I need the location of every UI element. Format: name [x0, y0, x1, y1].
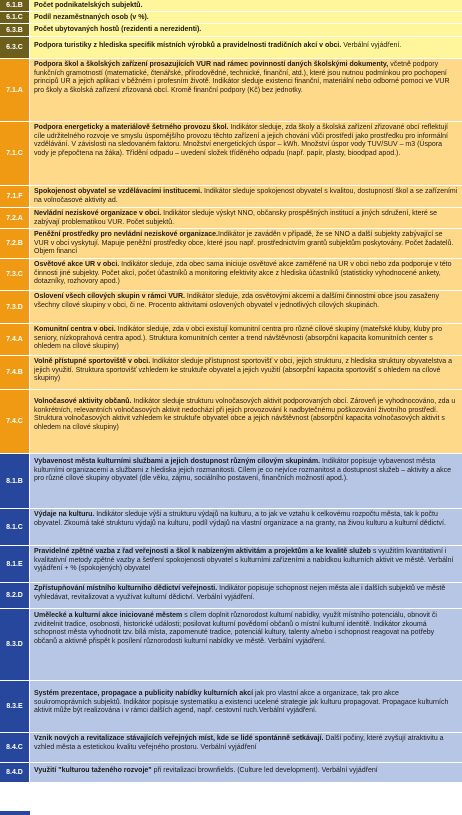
indicator-code: 7.2.A [0, 208, 30, 228]
indicator-description [30, 356, 462, 389]
indicator-code: 8.4.C [0, 733, 30, 762]
indicator-description [30, 324, 462, 355]
indicator-description [30, 24, 462, 36]
indicator-title: Systém prezentace, propagace a publicity nabídky kulturních akcí [34, 690, 254, 697]
indicator-text: včetně podpory funkčních gramotností (matematické, čtenářské, přírodovědné, technické, finanční, atd.), které jsou nutnou podmínkou pro pochopení principů UR a jejich aplikaci v běžném i profesním životě. Indikátor sleduje existenci finanční, materiální nebo odborné pomoci ve VUR pro školy a školská zařízení zřizovaná obcí. Kromě finanční podpory (Kč) bez jednotky. [34, 61, 450, 94]
indicator-title: Peněžní prostředky pro nevládní neziskové organizace. [34, 231, 219, 238]
indicator-title: Podpora energeticky a materiálově šetrného provozu škol. [34, 124, 229, 131]
indicator-code: 8.3.E [0, 681, 30, 732]
indicator-description [30, 12, 462, 23]
indicator-description [30, 122, 462, 185]
indicator-description [30, 733, 462, 762]
table-row [0, 763, 462, 783]
indicator-description [30, 186, 462, 207]
table-row [0, 583, 462, 609]
table-row [0, 681, 462, 733]
table-row [0, 12, 462, 24]
indicator-code: 8.1.B [0, 454, 30, 508]
indicator-code: 7.3.D [0, 291, 30, 323]
indicator-description [30, 583, 462, 608]
indicator-title: Vznik nových a revitalizace stávajících veřejných míst, kde se lidé spontánně setkávají. [34, 735, 324, 742]
table-row [0, 291, 462, 324]
table-row [0, 122, 462, 186]
indicator-description [30, 763, 462, 782]
indicator-description [30, 259, 462, 290]
indicator-text: Verbální vyjádření. [341, 42, 402, 49]
indicator-code: 6.1.B [0, 0, 30, 11]
indicator-description [30, 609, 462, 680]
indicator-code: 8.4.D [0, 763, 30, 782]
indicator-title: Využití "kulturou taženého rozvoje" [34, 767, 152, 774]
table-row [0, 356, 462, 390]
table-row [0, 229, 462, 259]
indicator-text: Indikátor sleduje přístupnost sportovišť v obci, jejich strukturu, z hlediska struktury obyvatelstva a jejich využití. Struktura sportovišť vzhledem ke struktuře obyvatel a jejich využití (absorpční kapacita sportovišť s ohledem na cílové skupiny) [34, 358, 452, 383]
indicator-text: Indikátor sleduje, zda v obci existují komunitní centra pro různé cílové skupiny (mateřské kluby, kluby pro seniory, nízkoprahová centra apod.). Struktura komunitních center a trend návštěvnosti (absorpční kapacita komunitních center s ohledem na cílové skupiny) [34, 326, 442, 351]
table-row [0, 59, 462, 122]
indicator-title: Nevládní neziskové organizace v obci. [34, 210, 162, 217]
table-row [0, 546, 462, 583]
indicator-title: Zpřístupňování místního kulturního dědictví veřejnosti. [34, 585, 218, 592]
indicator-code: 8.1.E [0, 546, 30, 582]
indicator-title: Umělecké a kulturní akce iniciované městem [34, 612, 183, 619]
indicator-code: 7.1.F [0, 186, 30, 207]
indicator-description [30, 509, 462, 545]
indicator-description [30, 37, 462, 58]
table-row [0, 37, 462, 59]
indicator-text: Indikátor popisuje schopnost nejen města ale i dalších subjektů ve městě vyhledávat, revitalizovat a využívat kulturní dědictví. Verbální vyjádření. [34, 585, 446, 601]
table-row [0, 454, 462, 509]
table-row [0, 324, 462, 356]
indicator-title: Podpora turistiky z hlediska specifik místních výrobků a pravidelnosti tradičních akcí v obci. [34, 42, 342, 49]
indicator-title: Výdaje na kulturu. [34, 511, 95, 518]
table-row [0, 509, 462, 546]
indicator-text: Indikátor popisuje vybavenost města kulturními organizacemi a službami z hlediska jejich rozmanitosti. Cílem je co nejvíce rozmanitost a dostupnost služeb – aktivity a akce pro různé cílové skupiny obyvatel (dle věku, zájmu, sociálního postavení, finančních možností apod.). [34, 458, 452, 483]
indicator-title: Komunitní centra v obci. [34, 326, 116, 333]
table-row [0, 609, 462, 681]
indicator-title: Vybavenost města kulturními službami a jejich dostupnost různým cílovým skupinám. [34, 458, 321, 465]
indicator-text: Indikátor sleduje výši a strukturu výdajů na kulturu, a to jak ve vztahu k celkovému rozpočtu města, tak k počtu obyvatel. Zkoumá také strukturu výdajů na kulturu, podíl výdajů na vlastní organizace a na granty, na živou kulturu a kulturní dědictví. [34, 511, 446, 527]
indicator-code: 8.1.C [0, 509, 30, 545]
indicator-code: 7.4.B [0, 356, 30, 389]
indicator-text: Indikátor sleduje, zda školy a školská zařízení zřizované obcí reflektují cíle udržitelného rozvoje ve smyslu úspornějšího provozu těchto zařízení a jejich chování vůči prostředí jako prostředku pro informální vzdělávání. V závislosti na sledovaném faktoru. Množství energetických úspor – kWh. Množství úspor vody TUV/SUV – m3 (Úspora vody je přepočtena na žáka). Třídění odpadu – uvedení složek tříděného odpadu (např. papír, plasty, bioodpad apod.). [34, 124, 448, 157]
indicator-code: 6.1.C [0, 12, 30, 23]
indicator-code: 7.2.B [0, 229, 30, 258]
indicator-text: Indikátor sleduje výskyt NNO, občansky prospěšných institucí a jiných sdružení, které se zabývají problematikou VUR. Počet subjektů. [34, 210, 438, 226]
indicator-text: s cílem doplnit různorodost kulturní nabídky, využít místního potenciálu, obnovit či zviditelnit tradice, osobnosti, historické události; posilovat kulturní povědomí občanů o místní kulturní identitě. Indikátor zkoumá schopnost města vyhodnotit tzv. bílá místa, zapomenuté tradice, potenciál kultury, talenty a/nebo i schopnost reagovat na potřeby občanů a aktivně přispět k posílení různorodosti kulturní nabídky ve městě. Verbální vyjádření. [34, 612, 437, 645]
indicator-description [30, 546, 462, 582]
table-row [0, 186, 462, 208]
indicator-title: Počet ubytovaných hostů (rezidenti a nerezidenti). [34, 26, 202, 33]
indicator-title: Pravidelné zpětné vazba z řad veřejnosti a škol k nabízeným aktivitám a projektům a ke kvalitě služeb [34, 548, 371, 555]
indicator-description [30, 59, 462, 121]
table-row [0, 733, 462, 763]
indicator-description [30, 229, 462, 258]
indicator-text: Indikátor sleduje strukturu volnočasových aktivit podporovaných obcí. Zároveň je vyhodnocováno, zda u konkrétních, relevantních volnočasových aktivit nedochází při jejich provozování k nadbytečnému poškozování životního prostředí. Struktura volnočasových aktivit vzhledem ke struktuře obyvatel obce a jejich návštěvnost (absorpční kapacita volnočasových aktivit s ohledem na cílové skupiny) [34, 398, 456, 431]
indicator-title: Podíl nezaměstnaných osob (v %). [34, 14, 149, 21]
indicator-title: Oslovení všech cílových skupin v rámci VUR. [34, 293, 185, 300]
table-row [0, 259, 462, 291]
indicator-description [30, 390, 462, 453]
indicator-code: 8.3.D [0, 609, 30, 680]
indicator-text: Další počiny, které zvyšují atraktivitu a vzhled města a estetickou kvalitu veřejného prostoru. Verbální vyjádření [34, 735, 444, 751]
indicator-description [30, 208, 462, 228]
indicator-code: 6.3.C [0, 37, 30, 58]
indicator-text: jak pro vlastní akce a organizace, tak pro akce soukromoprávních subjektů. Indikátor popisuje systematiku a existenci ucelené strategie jak kulturu propagovat. Propagace kulturních aktivit může být realizována i v rámci dalších agend, např. cestovní ruch.Verbální vyjádření. [34, 690, 449, 715]
indicator-text: s využitím kvantitativní i kvalitativní metody zpětné vazby a šetření spokojenosti obyvatel s kulturními zařízeními a nabídkou kulturních aktivit ve městě. Verbální vyjádření + % (spokojených) obyvatel [34, 548, 454, 573]
indicator-title: Počet podnikatelských subjektů. [34, 2, 143, 9]
indicator-description [30, 454, 462, 508]
table-row [0, 24, 462, 37]
indicator-title: Volně přístupné sportoviště v obci. [34, 358, 151, 365]
indicator-text: Indikátor sleduje, zda osvětovými akcemi a dalšími činnostmi obce jsou zasaženy všechny cílové skupiny v obci, či ne. Procento aktivitami oslovených obyvatel v jednotlivých cílových skupinách. [34, 293, 440, 309]
indicator-title: Volnočasové aktivity občanů. [34, 398, 132, 405]
indicator-code: 7.3.C [0, 259, 30, 290]
indicator-title: Podpora škol a školských zařízení prosazujících VUR nad rámec povinností daných školskými dokumenty, [34, 61, 389, 68]
indicator-code: 6.3.B [0, 24, 30, 36]
table-row [0, 208, 462, 229]
table-row [0, 0, 462, 12]
indicator-description [30, 0, 462, 11]
indicator-text: při revitalizaci brownfields. (Culture led development). Verbální vyjádření [151, 767, 378, 774]
indicator-code: 8.2.D [0, 583, 30, 608]
indicator-description [30, 291, 462, 323]
indicator-code: 7.1.A [0, 59, 30, 121]
indicator-text: Indikátor sleduje, zda obec sama iniciuje osvětové akce zaměřené na UR v obci nebo zda podporuje v této činnosti jiné subjekty. Počet akcí, počet účastníků a monitoring efektivity akce z hlediska účastníků (statisticky vyhodnocené ankety, dotazníky, rozhovory apod.) [34, 261, 452, 286]
indicator-text: Indikátor je zaváděn v případě, že se NNO a další subjekty zabývající se VUR v obci vyskytují. Mapuje peněžní prostředky obce, které jsou např. prostřednictvím grantů subjektům poskytovány. Počet žadatelů. Objem financí [34, 231, 454, 256]
table-bottom-edge [0, 811, 30, 815]
indicator-code: 7.1.C [0, 122, 30, 185]
indicator-code: 7.4.C [0, 390, 30, 453]
indicator-code: 7.4.A [0, 324, 30, 355]
indicator-title: Spokojenost obyvatel se vzdělávacími institucemi. [34, 188, 203, 195]
indicator-description [30, 681, 462, 732]
indicator-title: Osvětové akce UR v obci. [34, 261, 120, 268]
table-row [0, 390, 462, 454]
table-bottom-gap [30, 807, 462, 815]
indicator-text: Indikátor sleduje spokojenost obyvatel s kvalitou, dostupností škol a se zařízeními na volnočasové aktivity ad. [34, 188, 458, 204]
